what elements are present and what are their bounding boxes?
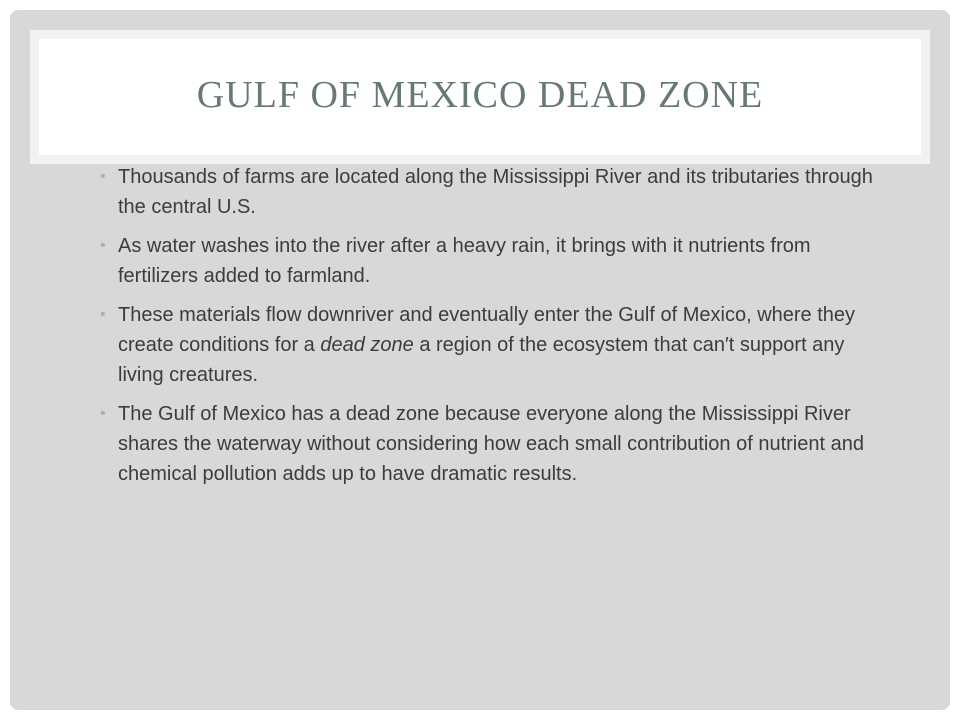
bullet-dot-icon: • xyxy=(100,306,106,323)
bullet-dot-icon: • xyxy=(100,237,106,254)
slide-title: GULF OF MEXICO DEAD ZONE xyxy=(196,74,764,116)
bullet-text: As water washes into the river after a heavy rain, it brings with it nutrients from fertilizers added to farmland. xyxy=(118,235,811,287)
bullet-item xyxy=(100,399,876,489)
bullet-text: dead zone xyxy=(320,334,414,356)
title-box xyxy=(39,39,921,155)
title-band xyxy=(30,30,930,164)
bullet-dot-icon: • xyxy=(100,405,106,422)
bullet-item xyxy=(100,231,876,291)
bullet-text: Thousands of farms are located along the Mississippi River and its tributaries through the central U.S. xyxy=(118,166,873,218)
bullet-item xyxy=(100,162,876,222)
bullet-text: a region of the ecosystem that can′t support any living creatures. xyxy=(118,334,845,386)
bullet-list xyxy=(100,162,876,498)
bullet-item xyxy=(100,300,876,390)
bullet-text: These materials flow downriver and eventually enter the Gulf of Mexico, where they create conditions for a xyxy=(118,304,856,356)
bullet-text: The Gulf of Mexico has a dead zone because everyone along the Mississippi River shares the waterway without considering how each small contribution of nutrient and chemical pollution adds up to have dramatic results. xyxy=(118,403,864,485)
bullet-dot-icon: • xyxy=(100,168,106,185)
